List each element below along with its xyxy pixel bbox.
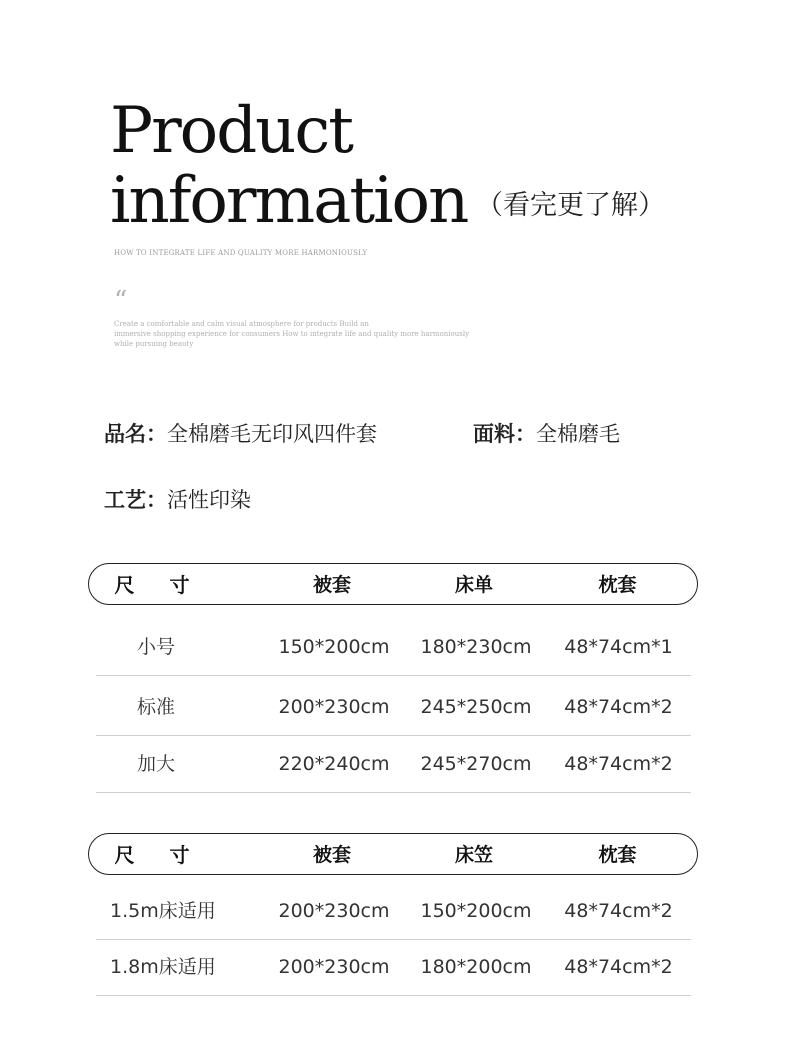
size-cell: 1.8m床适用 bbox=[110, 956, 216, 978]
header-pillowcase: 枕套 bbox=[598, 844, 637, 866]
page-title bbox=[110, 96, 467, 236]
pillowcase-cell: 48*74cm*1 bbox=[564, 636, 673, 658]
table2-header bbox=[88, 833, 698, 875]
pillowcase-cell: 48*74cm*2 bbox=[564, 900, 673, 922]
pillowcase-cell: 48*74cm*2 bbox=[564, 696, 673, 718]
fabric bbox=[473, 418, 620, 448]
fitted-sheet-cell: 180*200cm bbox=[420, 956, 532, 978]
header-duvet: 被套 bbox=[312, 844, 351, 866]
title-line-2: information bbox=[110, 164, 468, 238]
table1-header bbox=[88, 563, 698, 605]
sheet-cell: 245*270cm bbox=[420, 753, 532, 775]
duvet-cell: 220*240cm bbox=[278, 753, 390, 775]
header-size: 尺 寸 bbox=[114, 843, 204, 867]
product-name-value: 全棉磨毛无印风四件套 bbox=[167, 422, 377, 446]
sheet-cell: 245*250cm bbox=[420, 696, 532, 718]
table-row bbox=[96, 619, 691, 676]
title-line-1: Product bbox=[110, 94, 352, 168]
craft-label: 工艺： bbox=[104, 488, 167, 512]
size-cell: 标准 bbox=[136, 696, 175, 718]
table-row bbox=[96, 883, 691, 940]
pillowcase-cell: 48*74cm*2 bbox=[564, 753, 673, 775]
header-pillowcase: 枕套 bbox=[598, 574, 637, 596]
fabric-value: 全棉磨毛 bbox=[536, 422, 620, 446]
header-fitted-sheet: 床笠 bbox=[454, 844, 493, 866]
quote-mark-icon: “ bbox=[114, 286, 128, 316]
description-line: Create a comfortable and calm visual atmosphere for products Build an bbox=[114, 320, 369, 328]
product-name-label: 品名： bbox=[104, 422, 167, 446]
description bbox=[114, 319, 494, 349]
header-duvet: 被套 bbox=[312, 574, 351, 596]
description-line: while pursuing beauty bbox=[114, 340, 194, 348]
duvet-cell: 150*200cm bbox=[278, 636, 390, 658]
header-size: 尺 寸 bbox=[114, 573, 204, 597]
size-cell: 加大 bbox=[136, 753, 175, 775]
craft bbox=[104, 484, 251, 514]
fitted-sheet-cell: 150*200cm bbox=[420, 900, 532, 922]
size-cell: 1.5m床适用 bbox=[110, 900, 216, 922]
craft-value: 活性印染 bbox=[167, 488, 251, 512]
duvet-cell: 200*230cm bbox=[278, 900, 390, 922]
product-name bbox=[104, 418, 377, 448]
table-row bbox=[96, 679, 691, 736]
duvet-cell: 200*230cm bbox=[278, 696, 390, 718]
table-row bbox=[96, 939, 691, 996]
description-line: immersive shopping experience for consumers How to integrate life and quality more harmoniously bbox=[114, 330, 470, 338]
sheet-cell: 180*230cm bbox=[420, 636, 532, 658]
duvet-cell: 200*230cm bbox=[278, 956, 390, 978]
header-sheet: 床单 bbox=[454, 574, 493, 596]
fabric-label: 面料： bbox=[473, 422, 536, 446]
tagline: HOW TO INTEGRATE LIFE AND QUALITY MORE HARMONIOUSLY bbox=[114, 249, 368, 257]
table-row bbox=[96, 736, 691, 793]
size-cell: 小号 bbox=[136, 636, 175, 658]
pillowcase-cell: 48*74cm*2 bbox=[564, 956, 673, 978]
read-more-hint: （看完更了解） bbox=[476, 190, 665, 221]
